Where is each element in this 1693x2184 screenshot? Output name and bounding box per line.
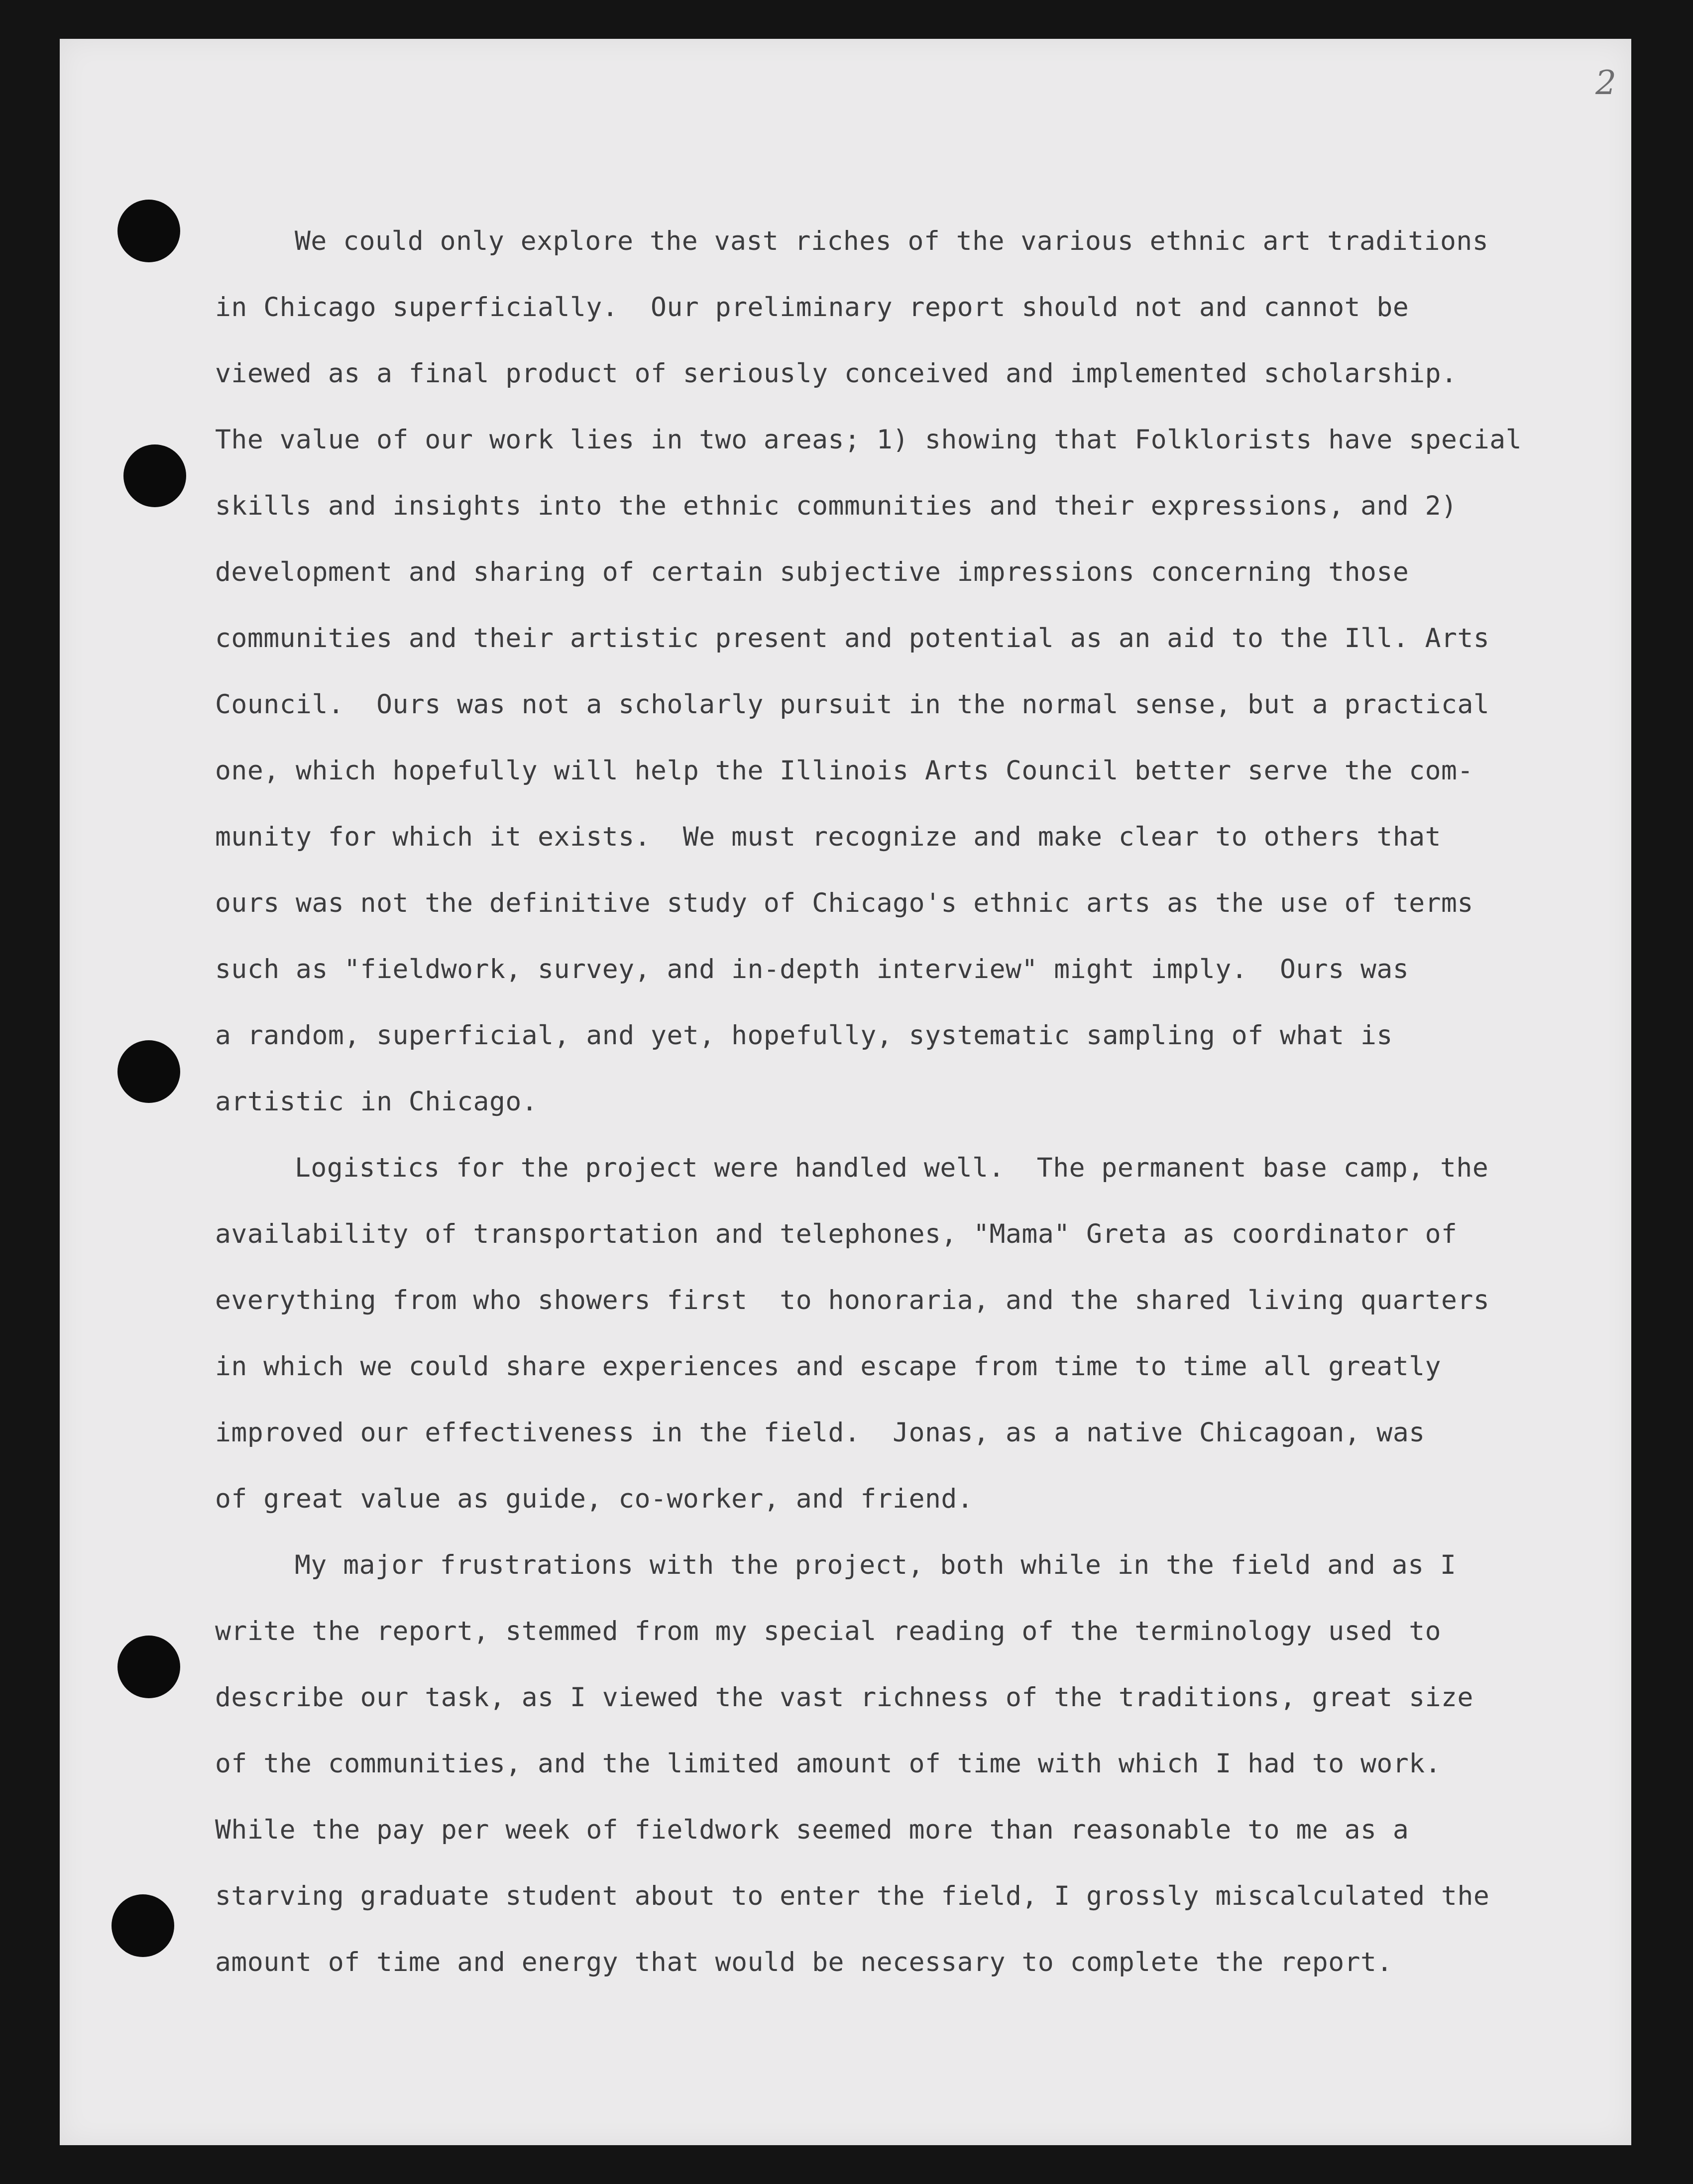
paragraph-2-line: improved our effectiveness in the field. Jonas, as a native Chicagoan, was <box>215 1418 1425 1448</box>
paragraph-3-line: describe our task, as I viewed the vast richness of the traditions, great size <box>215 1682 1473 1713</box>
paragraph-3-line: While the pay per week of fieldwork seemed more than reasonable to me as a <box>215 1815 1409 1845</box>
paragraph-2-line: availability of transportation and telephones, "Mama" Greta as coordinator of <box>215 1219 1458 1249</box>
paragraph-2-line: in which we could share experiences and escape from time to time all greatly <box>215 1351 1442 1382</box>
punch-hole <box>123 444 186 507</box>
paragraph-3-line: My major frustrations with the project, both while in the field and as I <box>295 1550 1457 1580</box>
paragraph-3-line: write the report, stemmed from my special reading of the terminology used to <box>215 1616 1442 1646</box>
paragraph-1-line: viewed as a final product of seriously conceived and implemented scholarship. <box>215 358 1458 389</box>
paragraph-1-line: a random, superficial, and yet, hopefully, systematic sampling of what is <box>215 1020 1393 1051</box>
paragraph-1-line: munity for which it exists. We must recognize and make clear to others that <box>215 822 1442 852</box>
paragraph-1-line: development and sharing of certain subjective impressions concerning those <box>215 557 1409 587</box>
punch-hole <box>117 1040 180 1103</box>
paragraph-1-line: one, which hopefully will help the Illinois Arts Council better serve the com- <box>215 756 1473 786</box>
paragraph-2-line: of great value as guide, co-worker, and friend. <box>215 1484 974 1514</box>
punch-hole <box>117 1636 180 1698</box>
page-number: 2 <box>1595 64 1616 102</box>
paragraph-1-line: The value of our work lies in two areas; 1) showing that Folklorists have special <box>215 425 1522 455</box>
paragraph-2-line: Logistics for the project were handled well. The permanent base camp, the <box>295 1153 1489 1183</box>
paragraph-1-line: ours was not the definitive study of Chicago's ethnic arts as the use of terms <box>215 888 1473 918</box>
paragraph-3-line: of the communities, and the limited amount of time with which I had to work. <box>215 1748 1442 1779</box>
paragraph-1-line: skills and insights into the ethnic communities and their expressions, and 2) <box>215 491 1458 521</box>
punch-hole <box>117 200 180 262</box>
paragraph-1-line: communities and their artistic present and potential as an aid to the Ill. Arts <box>215 623 1490 654</box>
paragraph-1-line: in Chicago superficially. Our preliminary report should not and cannot be <box>215 292 1409 323</box>
paragraph-1-line: artistic in Chicago. <box>215 1087 538 1117</box>
paragraph-1-line: such as "fieldwork, survey, and in-depth interview" might imply. Ours was <box>215 954 1409 984</box>
paragraph-1-line: Council. Ours was not a scholarly pursuit in the normal sense, but a practical <box>215 689 1490 720</box>
paragraph-1-line: We could only explore the vast riches of the various ethnic art traditions <box>295 226 1489 256</box>
paragraph-3-line: amount of time and energy that would be necessary to complete the report. <box>215 1947 1393 1977</box>
paragraph-2-line: everything from who showers first to honoraria, and the shared living quarters <box>215 1285 1490 1315</box>
punch-hole <box>112 1894 174 1957</box>
paragraph-3-line: starving graduate student about to enter the field, I grossly miscalculated the <box>215 1881 1490 1911</box>
